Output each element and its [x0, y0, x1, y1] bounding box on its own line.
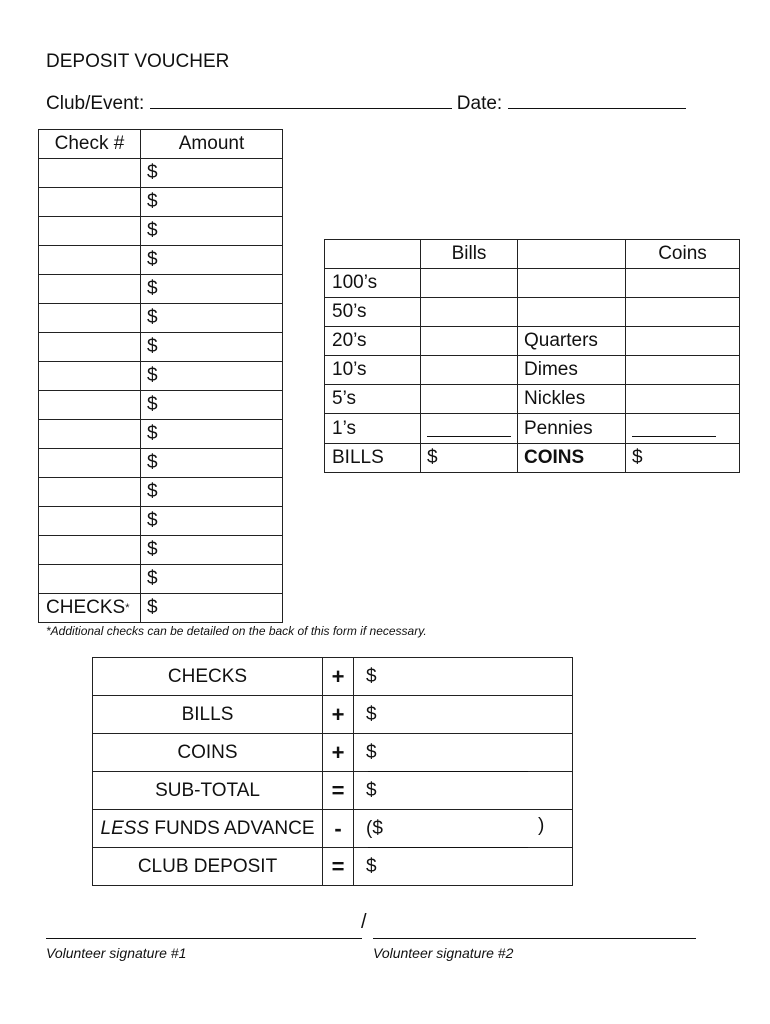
- summary-label: CHECKS: [167, 665, 248, 687]
- check-amount-cell[interactable]: [141, 420, 283, 449]
- dollar-sign: $: [147, 249, 158, 270]
- dollar-sign: $: [147, 394, 158, 415]
- dollar-sign: $: [147, 220, 158, 241]
- check-amount-cell[interactable]: [141, 304, 283, 333]
- summary-label: CLUB DEPOSIT: [137, 855, 278, 877]
- check-number-cell[interactable]: [39, 536, 141, 565]
- summary-value: $: [366, 665, 377, 687]
- checks-total-cell[interactable]: [141, 594, 283, 623]
- dollar-sign: $: [147, 539, 158, 560]
- bill-denomination: 5’s: [325, 385, 421, 414]
- check-number-cell[interactable]: [39, 478, 141, 507]
- dollar-sign: $: [147, 510, 158, 531]
- check-number-cell[interactable]: [39, 217, 141, 246]
- coin-count-cell[interactable]: [626, 356, 740, 385]
- dollar-sign: $: [147, 162, 158, 183]
- check-number-cell[interactable]: [39, 159, 141, 188]
- coin-denomination: Nickles: [518, 385, 626, 414]
- summary-table: [92, 657, 573, 886]
- summary-row: [93, 734, 573, 772]
- coin-count-cell[interactable]: [626, 327, 740, 356]
- closing-paren: ): [538, 815, 545, 836]
- summary-value-cell[interactable]: [354, 696, 573, 734]
- check-number-cell[interactable]: [39, 420, 141, 449]
- summary-value: $: [366, 855, 377, 877]
- dollar-sign: $: [147, 307, 158, 328]
- club-event-label: Club/Event:: [46, 93, 145, 114]
- check-row: [39, 246, 283, 275]
- check-amount-cell[interactable]: [141, 362, 283, 391]
- check-number-cell[interactable]: [39, 565, 141, 594]
- summary-value: ($: [366, 817, 383, 839]
- denomination-row: [325, 298, 740, 327]
- check-number-cell[interactable]: [39, 246, 141, 275]
- coins-total-cell[interactable]: [626, 444, 740, 473]
- cash-header-row: [325, 240, 740, 269]
- summary-label-cell: [93, 810, 323, 848]
- coin-denomination: [518, 298, 626, 327]
- summary-row: [93, 848, 573, 886]
- signature-separator: /: [361, 911, 367, 933]
- summary-value: $: [366, 779, 377, 801]
- denomination-row: [325, 385, 740, 414]
- dollar-sign: $: [147, 191, 158, 212]
- bill-denomination: 50’s: [325, 298, 421, 327]
- summary-row: [93, 696, 573, 734]
- check-row: [39, 478, 283, 507]
- summary-value-cell[interactable]: [354, 772, 573, 810]
- coin-denomination: Quarters: [518, 327, 626, 356]
- check-amount-cell[interactable]: [141, 536, 283, 565]
- denomination-row: [325, 327, 740, 356]
- check-amount-cell[interactable]: [141, 159, 283, 188]
- check-row: [39, 333, 283, 362]
- coin-denomination: Dimes: [518, 356, 626, 385]
- check-number-cell[interactable]: [39, 304, 141, 333]
- check-row: [39, 391, 283, 420]
- denomination-row: [325, 269, 740, 298]
- signature-2-label: Volunteer signature #2: [373, 945, 514, 961]
- check-amount-cell[interactable]: [141, 188, 283, 217]
- summary-value: $: [366, 703, 377, 725]
- checks-total-label-cell: [39, 594, 141, 623]
- cash-totals-row: [325, 444, 740, 473]
- summary-label-cell: [93, 848, 323, 886]
- summary-operator: +: [323, 734, 354, 772]
- coin-denomination: Pennies: [518, 414, 626, 444]
- check-amount-cell[interactable]: [141, 217, 283, 246]
- bills-total-label: BILLS: [325, 444, 421, 473]
- check-row: [39, 159, 283, 188]
- bill-count-cell[interactable]: [421, 269, 518, 298]
- footnote: *Additional checks can be detailed on the back of this form if necessary.: [46, 624, 427, 638]
- check-number-cell[interactable]: [39, 449, 141, 478]
- dollar-sign: $: [427, 447, 438, 468]
- bill-denomination: 100’s: [325, 269, 421, 298]
- footnote-marker: *: [125, 601, 130, 614]
- summary-label-italic: LESS: [100, 817, 150, 839]
- bill-count-cell[interactable]: [421, 385, 518, 414]
- check-row: [39, 449, 283, 478]
- checks-total-row: [39, 594, 283, 623]
- dollar-sign: $: [147, 365, 158, 386]
- check-number-cell[interactable]: [39, 333, 141, 362]
- coin-denomination: [518, 269, 626, 298]
- denomination-row: [325, 356, 740, 385]
- bill-count-cell[interactable]: [421, 327, 518, 356]
- coin-name-header-blank: [518, 240, 626, 269]
- bills-header: Bills: [421, 240, 518, 269]
- header-line: [46, 90, 686, 115]
- summary-row: [93, 772, 573, 810]
- check-amount-cell[interactable]: [141, 478, 283, 507]
- date-field[interactable]: [508, 90, 686, 109]
- dollar-sign: $: [147, 423, 158, 444]
- signature-1-line[interactable]: [46, 918, 362, 939]
- check-number-cell[interactable]: [39, 275, 141, 304]
- dollar-sign: $: [632, 447, 643, 468]
- check-number-header: Check #: [39, 130, 141, 159]
- summary-label-cell: [93, 772, 323, 810]
- dollar-sign: $: [147, 597, 158, 618]
- club-event-field[interactable]: [150, 90, 452, 109]
- dollar-sign: $: [147, 568, 158, 589]
- summary-row: [93, 810, 573, 848]
- checks-total-label: CHECKS: [46, 597, 126, 618]
- summary-label: FUNDS ADVANCE: [149, 817, 315, 839]
- check-amount-cell[interactable]: [141, 391, 283, 420]
- summary-value-cell[interactable]: [354, 658, 573, 696]
- checks-table: [38, 129, 283, 623]
- summary-label: COINS: [177, 741, 238, 763]
- date-label: Date:: [456, 93, 503, 114]
- check-amount-cell[interactable]: [141, 333, 283, 362]
- coin-count-cell[interactable]: [626, 385, 740, 414]
- coins-underline: [632, 414, 716, 437]
- summary-row: [93, 658, 573, 696]
- bills-underline: [427, 414, 511, 437]
- summary-label-cell: [93, 734, 323, 772]
- summary-operator: +: [323, 658, 354, 696]
- summary-label-cell: [93, 658, 323, 696]
- dollar-sign: $: [147, 336, 158, 357]
- summary-operator: =: [323, 848, 354, 886]
- check-row: [39, 275, 283, 304]
- summary-label: BILLS: [181, 703, 234, 725]
- bill-denomination: 20’s: [325, 327, 421, 356]
- check-row: [39, 217, 283, 246]
- check-number-cell[interactable]: [39, 362, 141, 391]
- check-row: [39, 536, 283, 565]
- coin-count-cell[interactable]: [626, 414, 740, 444]
- bill-count-cell[interactable]: [421, 414, 518, 444]
- summary-label: SUB-TOTAL: [155, 779, 260, 801]
- checks-header-row: [39, 130, 283, 159]
- dollar-sign: $: [147, 481, 158, 502]
- summary-operator: =: [323, 772, 354, 810]
- check-amount-cell[interactable]: [141, 449, 283, 478]
- check-row: [39, 507, 283, 536]
- bill-count-cell[interactable]: [421, 356, 518, 385]
- check-row: [39, 304, 283, 333]
- check-row: [39, 420, 283, 449]
- form-title: DEPOSIT VOUCHER: [46, 51, 230, 72]
- signature-2-line[interactable]: [373, 918, 696, 939]
- amount-header: Amount: [141, 130, 283, 159]
- coin-count-cell[interactable]: [626, 269, 740, 298]
- denomination-row: [325, 414, 740, 444]
- dollar-sign: $: [147, 452, 158, 473]
- cash-header-blank: [325, 240, 421, 269]
- check-row: [39, 188, 283, 217]
- bill-count-cell[interactable]: [421, 298, 518, 327]
- summary-label-cell: [93, 696, 323, 734]
- check-amount-cell[interactable]: [141, 507, 283, 536]
- coins-header: Coins: [626, 240, 740, 269]
- bills-total-cell[interactable]: [421, 444, 518, 473]
- check-amount-cell[interactable]: [141, 565, 283, 594]
- check-number-cell[interactable]: [39, 188, 141, 217]
- summary-value-cell[interactable]: [354, 810, 573, 848]
- summary-operator: +: [323, 696, 354, 734]
- check-row: [39, 565, 283, 594]
- check-number-cell[interactable]: [39, 391, 141, 420]
- bill-denomination: 10’s: [325, 356, 421, 385]
- dollar-sign: $: [147, 278, 158, 299]
- summary-operator: -: [323, 810, 354, 848]
- bill-denomination: 1’s: [325, 414, 421, 444]
- check-row: [39, 362, 283, 391]
- summary-value: $: [366, 741, 377, 763]
- coin-count-cell[interactable]: [626, 298, 740, 327]
- signature-1-label: Volunteer signature #1: [46, 945, 187, 961]
- cash-table: [324, 239, 740, 473]
- check-amount-cell[interactable]: [141, 275, 283, 304]
- check-amount-cell[interactable]: [141, 246, 283, 275]
- summary-value-cell[interactable]: [354, 734, 573, 772]
- coins-total-label: COINS: [518, 444, 626, 473]
- summary-value-cell[interactable]: [354, 848, 573, 886]
- check-number-cell[interactable]: [39, 507, 141, 536]
